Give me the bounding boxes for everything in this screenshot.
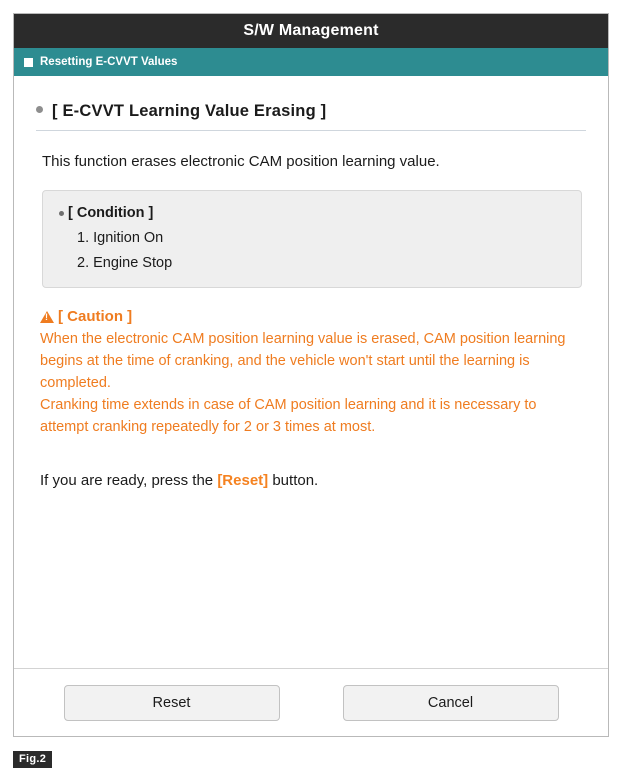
- ready-prefix: If you are ready, press the: [40, 472, 218, 490]
- dialog-content: [14, 76, 608, 668]
- ready-reset-token: [Reset]: [217, 472, 269, 490]
- ready-suffix: button.: [268, 472, 319, 490]
- cancel-button[interactable]: Cancel: [343, 685, 559, 721]
- warning-triangle-icon: [40, 311, 54, 323]
- bullet-icon: [36, 106, 43, 113]
- caution-heading-row: [36, 308, 586, 325]
- caution-heading: [ Caution ]: [58, 308, 133, 325]
- window-title: S/W Management: [243, 22, 379, 39]
- breadcrumb-bar: [14, 48, 608, 76]
- section-divider: [36, 130, 586, 131]
- window-titlebar: [14, 14, 608, 48]
- condition-item: 1. Ignition On: [77, 230, 164, 246]
- condition-heading-row: [59, 205, 565, 221]
- condition-item: 2. Engine Stop: [77, 255, 173, 271]
- caution-paragraph-2: Cranking time extends in case of CAM position learning and it is necessary to attempt cranking repeatedly for 2 or 3 times at most.: [40, 397, 537, 436]
- caution-paragraph-1: When the electronic CAM position learning value is erased, CAM position learning begins at the time of cranking, and the vehicle won't start until the learning is completed.: [40, 331, 566, 392]
- section-header: [36, 102, 586, 121]
- condition-panel: [42, 190, 582, 288]
- figure-label: Fig.2: [13, 751, 52, 768]
- section-title: [ E-CVVT Learning Value Erasing ]: [52, 102, 327, 120]
- intro-text: This function erases electronic CAM position learning value.: [42, 153, 440, 170]
- dialog-window: [13, 13, 609, 737]
- square-bullet-icon: [24, 58, 33, 67]
- reset-button[interactable]: Reset: [64, 685, 280, 721]
- breadcrumb-label: Resetting E-CVVT Values: [40, 56, 178, 68]
- dialog-footer: [14, 668, 608, 736]
- dot-bullet-icon: [59, 211, 64, 216]
- ready-instruction: [36, 472, 586, 489]
- condition-heading: [ Condition ]: [68, 205, 154, 221]
